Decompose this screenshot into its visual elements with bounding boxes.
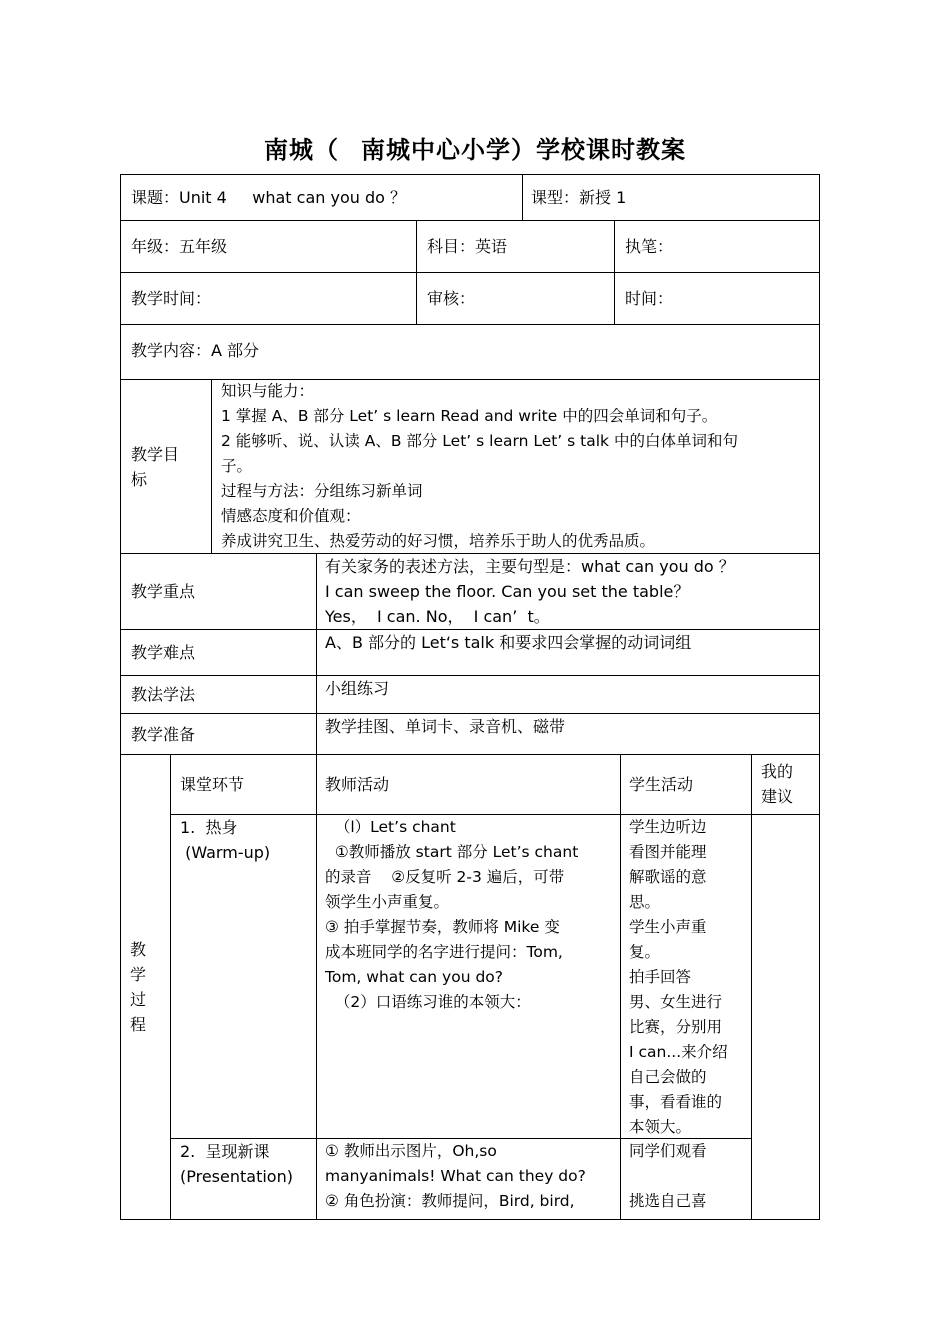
methods-label-cell [120,675,317,714]
reviewer-cell [416,272,615,325]
preparation-text: 教学挂图、单词卡、录音机、磁带 [325,717,566,736]
stage-header: 课堂环节 [180,775,245,794]
topic-text: 课题：Unit 4 what can you do ？ [131,188,407,207]
process-header-student [620,754,752,815]
goals-label: 教学目 标 [131,445,180,489]
content-cell [120,324,820,380]
process-header-suggest [751,754,820,815]
presentation-stage: 2. 呈现新课 (Presentation) [180,1142,293,1186]
key-points-lines: 有关家务的表述方法，主要句型是：what can you do ？ I can sweep the floor. Can you set the table？ Yes， I can. No， I can’ t。 [325,557,735,626]
process-side-label: 教 学 过 程 [130,940,147,1034]
writer-text: 执笔： [625,237,674,256]
lesson-type-cell [522,174,820,221]
grade-cell [120,220,417,273]
warmup-stage: 1. 热身 (Warm-up) [180,818,271,862]
warmup-teacher-activities: （l）Let’s chant ①教师播放 start 部分 Let’s chant 的录音 ②反复听 2-3 遍后，可带 领学生小声重复。 ③ 拍手掌握节奏，教师将 Mike 变 成本班同学的名字进行提问：Tom, Tom, what can you do? （2）口语练习谁的本领大： [325,818,579,1011]
key-points-content-cell [316,553,820,630]
student-header: 学生活动 [629,775,694,794]
methods-label: 教法学法 [131,685,196,704]
difficulties-label-cell [120,629,317,676]
reviewer-text: 审核： [427,289,476,308]
teacher-header: 教师活动 [325,775,390,794]
warmup-student-cell [620,814,752,1139]
page-title: 南城（ 南城中心小学）学校课时教案 [264,136,686,164]
preparation-label-cell [120,713,317,755]
time-cell [614,272,820,325]
content-text: 教学内容：A 部分 [131,341,260,360]
lesson-type-text: 课型：新授 1 [531,188,627,207]
methods-content-cell [316,675,820,714]
subject-cell [416,220,615,273]
presentation-stage-cell [170,1138,317,1220]
suggest-column-cell [751,814,820,1220]
warmup-stage-cell [170,814,317,1139]
goals-lines: 知识与能力： 1 掌握 A、B 部分 Let’ s learn Read and write 中的四会单词和句子。 2 能够听、说、认读 A、B 部分 Let’ s learn Let’ s talk 中的白体单词和句 子。 过程与方法：分组练习新单词 情感态度和价值观： 养成讲究卫生、热爱劳动的好习惯，培养乐于助人的优秀品质。 [221,382,738,550]
warmup-student-activities: 学生边听边 看图并能理 解歌谣的意 思。 学生小声重 复。 拍手回答 男、女生进行 比赛，分别用 I can...来介绍 自己会做的 事，看看谁的 本领大。 [629,818,728,1136]
presentation-teacher-activities: ① 教师出示图片，Oh,so manyanimals! What can they do? ② 角色扮演：教师提问，Bird, bird, [325,1142,586,1210]
difficulties-text: A、B 部分的 Let‘s talk 和要求四会掌握的动词词组 [325,633,692,652]
presentation-teacher-cell [316,1138,621,1220]
goals-content-cell [211,379,820,554]
writer-cell [614,220,820,273]
grade-text: 年级：五年级 [131,237,228,256]
key-points-label-cell [120,553,317,630]
goals-label-cell [120,379,212,554]
topic-cell [120,174,523,221]
difficulties-content-cell [316,629,820,676]
process-header-teacher [316,754,621,815]
presentation-student-activities: 同学们观看 挑选自己喜 [629,1142,707,1210]
warmup-teacher-cell [316,814,621,1139]
process-header-stage [170,754,317,815]
methods-text: 小组练习 [325,679,390,698]
presentation-student-cell [620,1138,752,1220]
suggest-header: 我的 建议 [761,762,794,806]
time-text: 时间： [625,289,674,308]
process-side-label-cell [120,754,171,1220]
subject-text: 科目：英语 [427,237,508,256]
preparation-content-cell [316,713,820,755]
teaching-time-text: 教学时间： [131,289,212,308]
difficulties-label: 教学难点 [131,643,196,662]
teaching-time-cell [120,272,417,325]
preparation-label: 教学准备 [131,725,196,744]
key-points-label: 教学重点 [131,582,196,601]
